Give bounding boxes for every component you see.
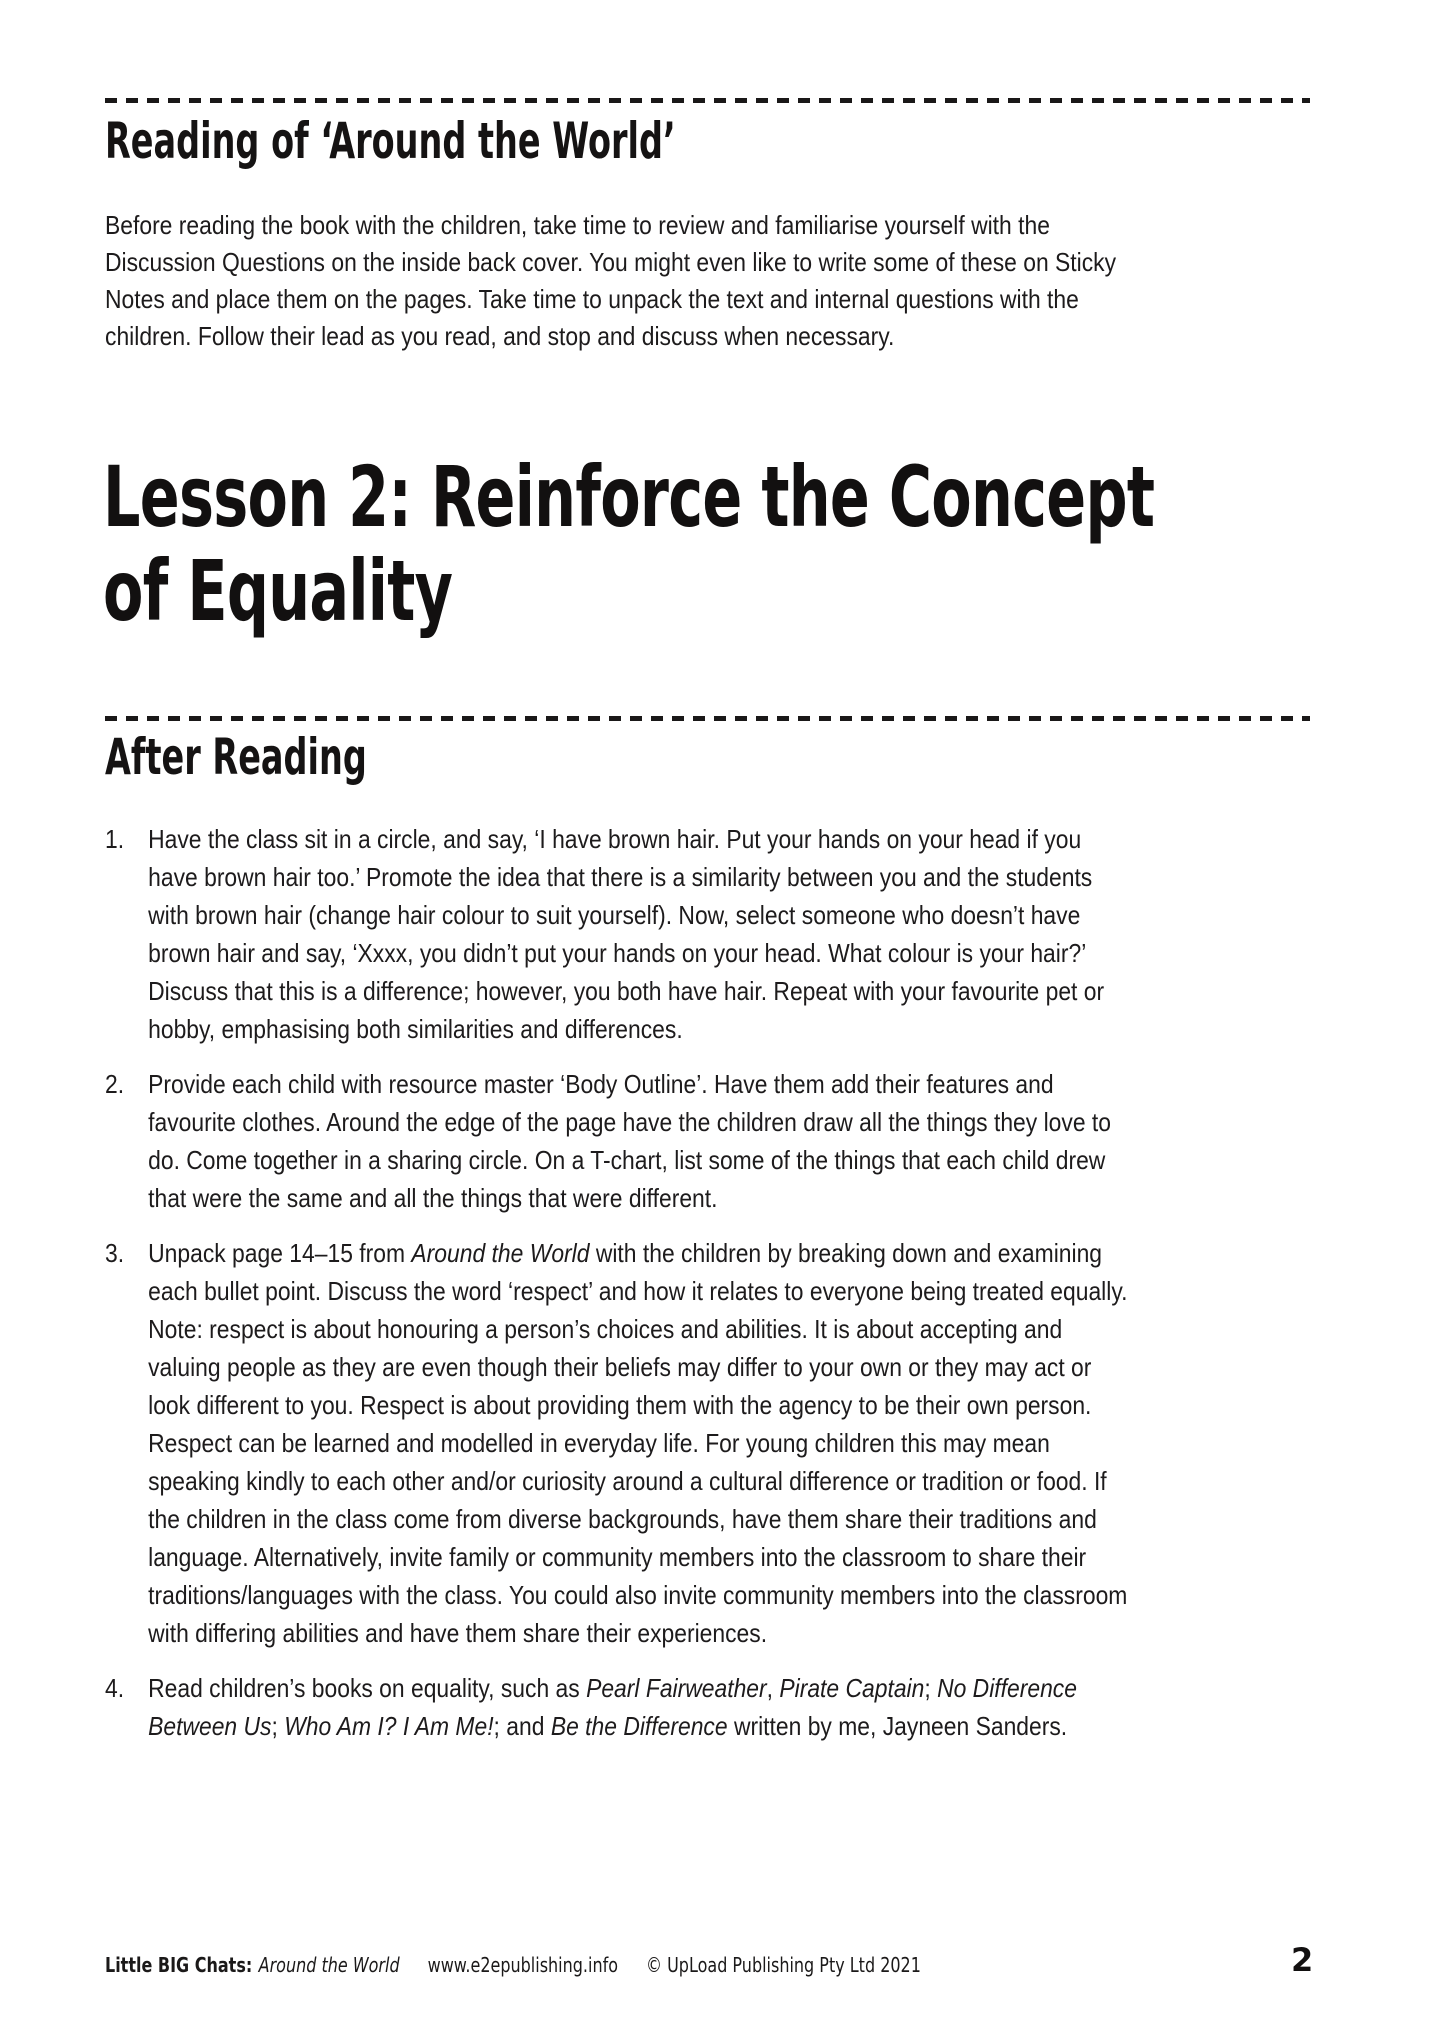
page-number: 2 [1291,1941,1314,1979]
page-footer [105,1952,921,1978]
after-reading-list [105,820,1135,1762]
list-item-text: Have the class sit in a circle, and say, ‘I have brown hair. Put your hands on your head if you have brown hair too.’ Promote the idea that there is a similarity between you and the students with brown hair (change hair colour to suit yourself). Now, select someone who doesn’t have brown hair and say, ‘Xxxx, you didn’t put your hands on your head. What colour is your hair?’ Discuss that this is a difference; however, you both have hair. Repeat with your favourite pet or hobby, emphasising both similarities and differences. [148,824,1105,1044]
list-item-2 [105,1065,1135,1217]
footer-copyright: © UpLoad Publishing Pty Ltd 2021 [646,1953,921,1977]
section-title-after-reading: After Reading [105,728,367,786]
footer-series [105,1952,400,1978]
lesson-title: Lesson 2: Reinforce the Concept of Equality [103,448,1155,640]
list-item-3 [105,1234,1135,1652]
list-item-number: 3. [105,1238,125,1268]
footer-series-label: Little BIG Chats: [105,1953,253,1977]
list-item-text: Read children’s books on equality, such as Pearl Fairweather, Pirate Captain; No Difference Between Us; Who Am I? I Am Me!; and Be the Difference written by me, Jayneen Sanders. [148,1673,1077,1741]
intro-paragraph: Before reading the book with the children, take time to review and familiarise yourself with the Discussion Questions on the inside back cover. You might even like to write some of these on Sticky Notes and place them on the pages. Take time to unpack the text and internal questions with the children. Follow their lead as you read, and stop and discuss when necessary. [105,210,1117,351]
list-item-text: Unpack page 14–15 from Around the World with the children by breaking down and examining each bullet point. Discuss the word ‘respect’ and how it relates to everyone being treated equally. Note: respect is about honouring a person’s choices and abilities. It is about accepting and valuing people as they are even though their beliefs may differ to your own or they may act or look different to you. Respect is about providing them with the agency to be their own person. Respect can be learned and modelled in everyday life. For young children this may mean speaking kindly to each other and/or curiosity around a cultural difference or tradition or food. If the children in the class come from diverse backgrounds, have them share their traditions and language. Alternatively, invite family or community members into the classroom to share their traditions/languages with the class. You could also invite community members into the classroom with differing abilities and have them share their experiences. [148,1238,1128,1648]
list-item-number: 2. [105,1069,125,1099]
list-item-text: Provide each child with resource master ‘Body Outline’. Have them add their features and favourite clothes. Around the edge of the page have the children draw all the things they love to do. Come together in a sharing circle. On a T-chart, list some of the things that each child drew that were the same and all the things that were different. [148,1069,1111,1213]
list-item-1 [105,820,1135,1048]
list-item-number: 1. [105,824,125,854]
footer-website: www.e2epublishing.info [427,1953,619,1977]
list-item-number: 4. [105,1673,125,1703]
dashed-divider-after-reading [105,716,1310,721]
footer-series-title: Around the World [258,1953,400,1977]
dashed-divider-top [105,98,1310,103]
list-item-4 [105,1669,1135,1745]
section-title-reading: Reading of ‘Around the World’ [105,112,676,170]
